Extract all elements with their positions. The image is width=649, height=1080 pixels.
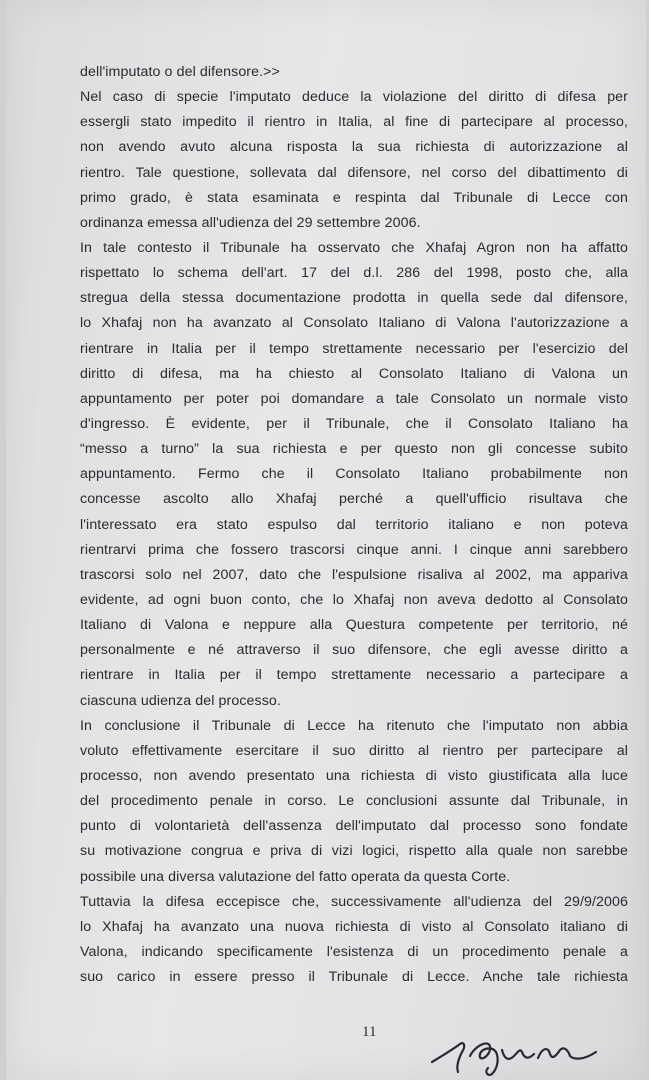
text-line: processo, non avendo presentato una richiesta di visto giustificata alla luce (80, 767, 628, 784)
text-line: Valona, indicando specificamente l'esistenza di un procedimento penale a (80, 943, 628, 960)
text-line: dell'imputato o del difensore.>> (80, 64, 280, 80)
signature-icon (426, 1022, 606, 1078)
text-line: rientrarvi prima che fossero trascorsi cinque anni. I cinque anni sarebbero (80, 541, 628, 558)
text-line: Tuttavia la difesa eccepisce che, successivamente all'udienza del 29/9/2006 (80, 893, 628, 910)
text-line: rispettato lo schema dell'art. 17 del d.l. 286 del 1998, posto che, alla (80, 265, 628, 282)
text-line: stregua della stessa documentazione prodotta in quella sede dal difensore, (80, 290, 628, 307)
text-line: “messo a turno” la sua richiesta e per questo non gli concesse subito (80, 441, 628, 458)
text-line: lo Xhafaj non ha avanzato al Consolato Italiano di Valona l'autorizzazione a (80, 315, 628, 332)
page-number: 11 (362, 1024, 377, 1040)
text-line: d'ingresso. È evidente, per il Tribunale, che il Consolato Italiano ha (80, 415, 628, 432)
text-line: del procedimento penale in corso. Le conclusioni assunte dal Tribunale, in (80, 793, 628, 810)
text-line: Nel caso di specie l'imputato deduce la violazione del diritto di difesa per (80, 89, 628, 106)
text-line: appuntamento per poter poi domandare a tale Consolato un normale visto (80, 390, 628, 407)
text-line: diritto di difesa, ma ha chiesto al Consolato Italiano di Valona un (80, 365, 628, 382)
text-line: rientro. Tale questione, sollevata dal difensore, nel corso del dibattimento di (80, 164, 628, 181)
document-page (6, 0, 646, 1080)
text-line: ciascuna udienza del processo. (80, 692, 281, 709)
text-line: possibile una diversa valutazione del fatto operata da questa Corte. (80, 868, 511, 885)
text-line: ordinanza emessa all'udienza del 29 settembre 2006. (80, 214, 421, 231)
text-line: evidente, ad ogni buon conto, che lo Xhafaj non aveva dedotto al Consolato (80, 591, 628, 608)
text-line: appuntamento. Fermo che il Consolato Italiano probabilmente non (80, 466, 628, 483)
text-line: Italiano di Valona e neppure alla Questura competente per territorio, né (80, 617, 628, 634)
text-line: primo grado, è stata esaminata e respinta dal Tribunale di Lecce con (80, 189, 628, 206)
text-line: rientrare in Italia per il tempo strettamente necessario per l'esercizio del (80, 340, 628, 357)
text-line: In tale contesto il Tribunale ha osservato che Xhafaj Agron non ha affatto (80, 239, 628, 256)
body-text (80, 60, 628, 990)
text-line: lo Xhafaj ha avanzato una nuova richiesta di visto al Consolato italiano di (80, 918, 628, 935)
text-line: l'interessato era stato espulso dal territorio italiano e non poteva (80, 516, 628, 533)
text-line: punto di volontarietà dell'assenza dell'imputato dal processo sono fondate (80, 818, 628, 835)
text-line: suo carico in essere presso il Tribunale di Lecce. Anche tale richiesta (80, 969, 628, 986)
text-line: su motivazione congrua e priva di vizi logici, rispetto alla quale non sarebbe (80, 843, 628, 860)
text-line: In conclusione il Tribunale di Lecce ha ritenuto che l'imputato non abbia (80, 717, 628, 734)
text-line: trascorsi solo nel 2007, dato che l'espulsione risaliva al 2002, ma appariva (80, 566, 628, 583)
text-line: rientrare in Italia per il tempo strettamente necessario a partecipare a (80, 667, 628, 684)
text-line: personalmente e né attraverso il suo difensore, che egli avesse diritto a (80, 642, 628, 659)
text-line: voluto effettivamente esercitare il suo diritto al rientro per partecipare al (80, 742, 628, 759)
text-line: non avendo avuto alcuna risposta la sua richiesta di autorizzazione al (80, 139, 628, 156)
text-line: concesse ascolto allo Xhafaj perché a quell'ufficio risultava che (80, 491, 628, 508)
text-line: essergli stato impedito il rientro in Italia, al fine di partecipare al processo, (80, 114, 628, 131)
